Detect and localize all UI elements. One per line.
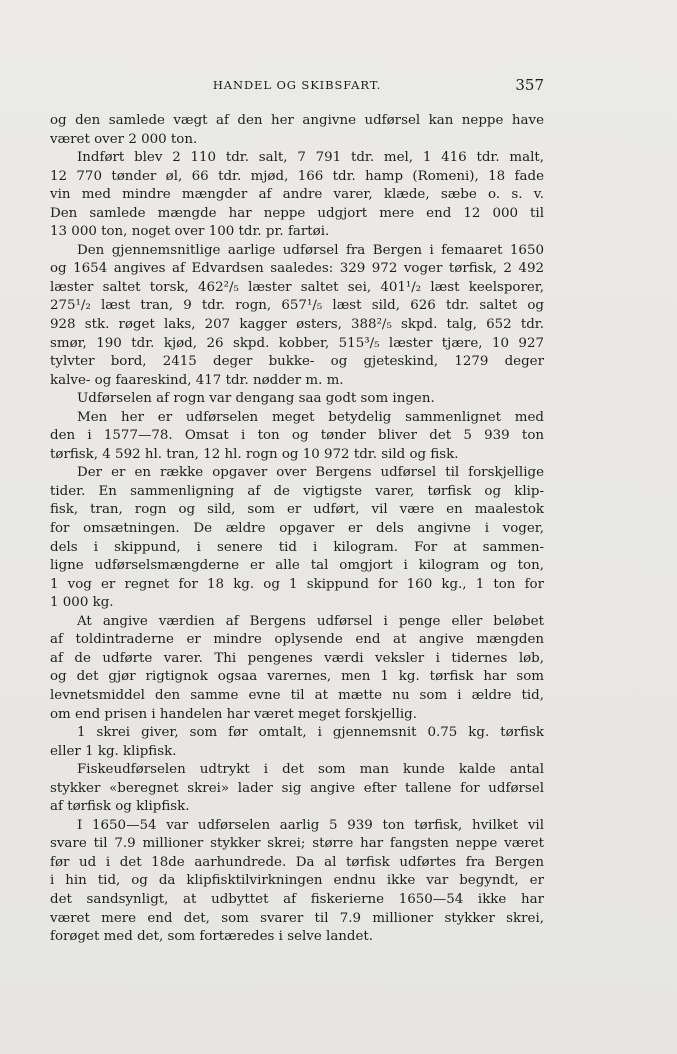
text-line: tylvter bord, 2415 deger bukke- og gjeteskind, 1279 deger: [50, 354, 544, 370]
text-line: for omsætningen. De ældre opgaver er dels angivne i voger,: [50, 521, 544, 537]
text-line: 13 000 ton, noget over 100 tdr. pr. fartøi.: [50, 224, 330, 240]
text-line: af toldintraderne er mindre oplysende end at angive mængden: [50, 632, 544, 648]
text-line: tørfisk, 4 592 hl. tran, 12 hl. rogn og 10 972 tdr. sild og fisk.: [50, 446, 459, 462]
text-line: af de udførte varer. Thi pengenes værdi veksler i tidernes løb,: [50, 650, 544, 666]
text-line: smør, 190 tdr. kjød, 26 skpd. kobber, 515³/₅ læster tjære, 10 927: [50, 335, 544, 351]
text-line: Fiskeudførselen udtrykt i det som man kunde kalde antal: [77, 762, 544, 778]
text-line: I 1650—54 var udførselen aarlig 5 939 ton tørfisk, hvilket vil: [77, 817, 544, 833]
text-line: om end prisen i handelen har været meget forskjellig.: [50, 706, 417, 722]
text-line: den i 1577—78. Omsat i ton og tønder bliver det 5 939 ton: [50, 428, 544, 444]
text-line: og det gjør rigtignok ogsaa varernes, men 1 kg. tørfisk har som: [50, 669, 544, 685]
text-line: levnetsmiddel den samme evne til at mætte nu som i ældre tid,: [50, 687, 544, 703]
text-line: af tørfisk og klipfisk.: [50, 799, 190, 815]
text-line: læster saltet torsk, 462²/₅ læster saltet sei, 401¹/₂ læst keelsporer,: [50, 279, 544, 295]
text-line: 928 stk. røget laks, 207 kagger østers, 388²/₅ skpd. talg, 652 tdr.: [50, 317, 544, 333]
text-line: Den samlede mængde har neppe udgjort mere end 12 000 til: [50, 205, 544, 221]
text-line: 275¹/₂ læst tran, 9 tdr. rogn, 657¹/₅ læst sild, 626 tdr. saltet og: [50, 298, 544, 314]
body-text: [50, 112, 544, 947]
page-header: [50, 78, 544, 96]
text-line: eller 1 kg. klipfisk.: [50, 743, 177, 759]
text-line: i hin tid, og da klipfisktilvirkningen endnu ikke var begyndt, er: [50, 873, 544, 889]
text-line: 1 000 kg.: [50, 595, 114, 611]
text-line: vin med mindre mængder af andre varer, klæde, sæbe o. s. v.: [50, 187, 544, 203]
text-line: været mere end det, som svarer til 7.9 millioner stykker skrei,: [50, 910, 544, 926]
text-line: fisk, tran, rogn og sild, som er udført, vil være en maalestok: [50, 502, 544, 518]
text-line: ligne udførselsmængderne er alle tal omgjort i kilogram og ton,: [50, 558, 544, 574]
text-line: og den samlede vægt af den her angivne udførsel kan neppe have: [50, 113, 544, 128]
text-line: svare til 7.9 millioner stykker skrei; større har fangsten neppe været: [50, 836, 544, 852]
text-line: At angive værdien af Bergens udførsel i penge eller beløbet: [77, 613, 544, 629]
page-number: 357: [515, 76, 544, 94]
running-title: HANDEL OG SKIBSFART.: [212, 78, 382, 92]
text-line: dels i skippund, i senere tid i kilogram. For at sammen-: [50, 539, 544, 555]
text-line: været over 2 000 ton.: [50, 131, 198, 147]
text-line: før ud i det 18de aarhundrede. Da al tørfisk udførtes fra Bergen: [50, 854, 544, 870]
text-line: 1 skrei giver, som før omtalt, i gjennemsnit 0.75 kg. tørfisk: [77, 725, 544, 741]
text-line: kalve- og faareskind, 417 tdr. nødder m. m.: [50, 372, 344, 388]
text-line: 1 vog er regnet for 18 kg. og 1 skippund for 160 kg., 1 ton for: [50, 576, 544, 592]
text-line: Indført blev 2 110 tdr. salt, 7 791 tdr. mel, 1 416 tdr. malt,: [77, 150, 544, 166]
text-line: Der er en række opgaver over Bergens udførsel til forskjellige: [77, 465, 544, 481]
text-line: Men her er udførselen meget betydelig sammenlignet med: [77, 409, 544, 425]
text-line: og 1654 angives af Edvardsen saaledes: 329 972 voger tørfisk, 2 492: [50, 261, 544, 277]
text-line: tider. En sammenligning af de vigtigste varer, tørfisk og klip-: [50, 483, 544, 499]
text-line: det sandsynligt, at udbyttet af fiskerierne 1650—54 ikke har: [50, 891, 544, 907]
text-line: forøget med det, som fortæredes i selve landet.: [50, 929, 374, 945]
text-line: stykker «beregnet skrei» lader sig angive efter tallene for udførsel: [50, 780, 544, 796]
text-line: 12 770 tønder øl, 66 tdr. mjød, 166 tdr. hamp (Romeni), 18 fade: [50, 168, 544, 184]
text-line: Den gjennemsnitlige aarlige udførsel fra Bergen i femaaret 1650: [77, 242, 544, 258]
text-line: Udførselen af rogn var dengang saa godt som ingen.: [77, 391, 435, 407]
